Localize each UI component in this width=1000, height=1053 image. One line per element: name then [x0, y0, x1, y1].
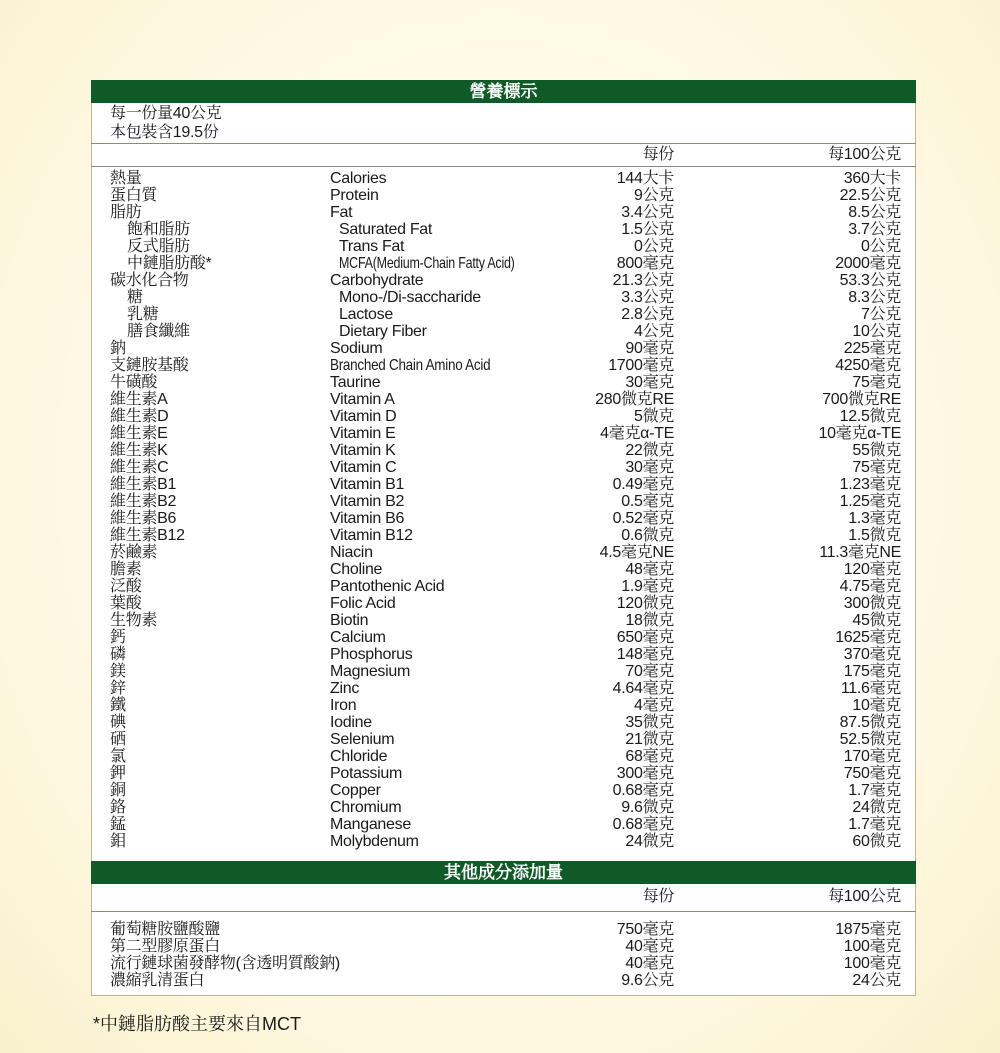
nutrient-name-en: Calories — [330, 170, 387, 187]
nutrient-name-zh: 鈉 — [110, 340, 126, 357]
nutrient-name-en: Taurine — [330, 374, 381, 391]
nutrient-value-per-100g: 52.5微克 — [839, 731, 901, 748]
nutrient-name-zh: 銅 — [110, 782, 126, 799]
nutrient-name-zh: 氯 — [110, 748, 126, 765]
nutrient-value-per-100g: 55微克 — [852, 442, 901, 459]
nutrient-name-zh: 乳糖 — [127, 306, 159, 323]
divider — [91, 166, 916, 167]
nutrient-value-per-serving: 22微克 — [625, 442, 674, 459]
nutrient-name-en: Mono-/Di-saccharide — [339, 289, 481, 306]
nutrient-value-per-serving: 4.5毫克NE — [599, 544, 674, 561]
nutrient-value-per-100g: 170毫克 — [843, 748, 901, 765]
nutrient-name-zh: 磷 — [110, 646, 126, 663]
nutrient-name-en: Lactose — [339, 306, 393, 323]
nutrient-value-per-100g: 45微克 — [852, 612, 901, 629]
other-title: 其他成分添加量 — [444, 863, 563, 882]
nutrient-name-zh: 膳食纖維 — [127, 323, 190, 340]
nutrient-name-zh: 維生素C — [110, 459, 169, 476]
other-value-per-100g: 1875毫克 — [835, 921, 901, 938]
nutrient-name-zh: 鈣 — [110, 629, 126, 646]
divider — [91, 143, 916, 144]
nutrient-name-en: Iron — [330, 697, 357, 714]
nutrient-name-zh: 鎂 — [110, 663, 126, 680]
nutrient-name-zh: 維生素E — [110, 425, 168, 442]
nutrient-name-zh: 維生素B1 — [110, 476, 177, 493]
nutrient-name-en: Vitamin K — [330, 442, 396, 459]
nutrient-name-en: Pantothenic Acid — [330, 578, 445, 595]
nutrient-value-per-serving: 280微克RE — [595, 391, 674, 408]
nutrient-value-per-100g: 1.3毫克 — [848, 510, 901, 527]
nutrient-name-zh: 維生素B12 — [110, 527, 185, 544]
nutrient-value-per-serving: 5微克 — [634, 408, 674, 425]
nutrient-value-per-serving: 48毫克 — [625, 561, 674, 578]
nutrient-value-per-100g: 8.3公克 — [848, 289, 901, 306]
nutrient-name-zh: 泛酸 — [110, 578, 142, 595]
nutrient-name-en: Vitamin B12 — [330, 527, 413, 544]
nutrient-name-en-text: MCFA(Medium-Chain Fatty Acid) — [339, 255, 515, 272]
nutrient-value-per-100g: 87.5微克 — [839, 714, 901, 731]
nutrient-name-en: Choline — [330, 561, 383, 578]
nutrient-name-en-text: Branched Chain Amino Acid — [330, 357, 491, 374]
nutrient-value-per-100g: 4250毫克 — [835, 357, 901, 374]
other-value-per-100g: 100毫克 — [843, 955, 901, 972]
nutrient-value-per-serving: 21微克 — [625, 731, 674, 748]
nutrient-value-per-serving: 0公克 — [634, 238, 674, 255]
nutrient-name-zh: 維生素B2 — [110, 493, 177, 510]
nutrient-name-zh: 熱量 — [110, 170, 142, 187]
other-ingredient-name: 葡萄糖胺鹽酸鹽 — [110, 921, 220, 938]
nutrient-name-zh: 菸鹼素 — [110, 544, 158, 561]
nutrient-value-per-100g: 53.3公克 — [839, 272, 901, 289]
nutrient-name-en: Vitamin A — [330, 391, 395, 408]
nutrient-value-per-100g: 3.7公克 — [848, 221, 901, 238]
nutrient-name-zh: 鉀 — [110, 765, 126, 782]
nutrition-panel — [91, 80, 916, 996]
nutrient-name-en: Magnesium — [330, 663, 411, 680]
nutrient-value-per-100g: 700微克RE — [822, 391, 901, 408]
nutrient-name-en: Carbohydrate — [330, 272, 424, 289]
nutrient-value-per-serving: 0.68毫克 — [612, 816, 674, 833]
nutrient-name-zh: 鉻 — [110, 799, 126, 816]
nutrient-value-per-100g: 0公克 — [861, 238, 901, 255]
nutrient-value-per-serving: 0.52毫克 — [612, 510, 674, 527]
col-header-per-serving: 每份 — [642, 146, 674, 163]
nutrient-value-per-serving: 1.5公克 — [621, 221, 674, 238]
nutrient-value-per-100g: 175毫克 — [843, 663, 901, 680]
nutrient-value-per-serving: 1.9毫克 — [621, 578, 674, 595]
nutrient-value-per-serving: 800毫克 — [616, 255, 674, 272]
nutrient-name-en: Copper — [330, 782, 381, 799]
nutrient-value-per-serving: 300毫克 — [616, 765, 674, 782]
nutrient-value-per-serving: 3.4公克 — [621, 204, 674, 221]
nutrient-name-en: Vitamin B1 — [330, 476, 405, 493]
other-value-per-100g: 100毫克 — [843, 938, 901, 955]
nutrient-name-zh: 鐵 — [110, 697, 126, 714]
nutrient-value-per-serving: 24微克 — [625, 833, 674, 850]
divider — [91, 911, 916, 912]
nutrient-value-per-100g: 370毫克 — [843, 646, 901, 663]
nutrient-name-en: Folic Acid — [330, 595, 396, 612]
nutrient-value-per-100g: 1.7毫克 — [848, 816, 901, 833]
nutrient-name-zh: 中鏈脂肪酸* — [127, 255, 212, 272]
other-col-header-per-100g: 每100公克 — [828, 888, 901, 905]
nutrient-value-per-serving: 650毫克 — [616, 629, 674, 646]
nutrient-name-en — [330, 357, 521, 374]
nutrient-name-zh: 維生素B6 — [110, 510, 177, 527]
nutrient-value-per-100g: 11.6毫克 — [840, 680, 901, 697]
nutrient-value-per-100g: 8.5公克 — [848, 204, 901, 221]
nutrient-value-per-serving: 30毫克 — [625, 459, 674, 476]
nutrient-name-zh: 糖 — [127, 289, 143, 306]
nutrient-name-zh: 碳水化合物 — [110, 272, 189, 289]
nutrient-value-per-100g: 10公克 — [852, 323, 901, 340]
nutrient-name-zh: 脂肪 — [110, 204, 142, 221]
nutrient-value-per-serving: 68毫克 — [625, 748, 674, 765]
nutrient-value-per-100g: 1625毫克 — [835, 629, 901, 646]
other-col-header-per-serving: 每份 — [642, 888, 674, 905]
nutrient-name-en: Iodine — [330, 714, 372, 731]
nutrient-name-zh: 生物素 — [110, 612, 158, 629]
nutrient-value-per-100g: 300微克 — [843, 595, 901, 612]
nutrient-value-per-100g: 12.5微克 — [839, 408, 901, 425]
serving-size: 每一份量40公克 — [110, 105, 222, 122]
other-value-per-serving: 40毫克 — [625, 955, 674, 972]
nutrient-value-per-serving: 18微克 — [625, 612, 674, 629]
nutrient-value-per-serving: 9.6微克 — [621, 799, 674, 816]
nutrient-value-per-serving: 35微克 — [625, 714, 674, 731]
nutrient-value-per-100g: 60微克 — [852, 833, 901, 850]
nutrient-name-zh: 維生素K — [110, 442, 168, 459]
nutrient-name-zh: 鋅 — [110, 680, 126, 697]
nutrient-value-per-100g: 120毫克 — [843, 561, 901, 578]
nutrient-value-per-100g: 1.7毫克 — [848, 782, 901, 799]
other-ingredient-name: 流行鏈球菌發酵物(含透明質酸鈉) — [110, 955, 340, 972]
nutrient-value-per-serving: 70毫克 — [625, 663, 674, 680]
nutrient-value-per-100g: 22.5公克 — [839, 187, 901, 204]
footnote: *中鏈脂肪酸主要來自MCT — [93, 1014, 301, 1034]
nutrient-value-per-serving: 30毫克 — [625, 374, 674, 391]
nutrient-name-en: Vitamin C — [330, 459, 397, 476]
nutrient-value-per-100g: 1.5微克 — [848, 527, 901, 544]
other-ingredient-name: 第二型膠原蛋白 — [110, 938, 220, 955]
nutrient-name-en: Calcium — [330, 629, 386, 646]
nutrient-value-per-100g: 225毫克 — [843, 340, 901, 357]
nutrient-name-zh: 維生素A — [110, 391, 168, 408]
nutrient-value-per-serving: 4公克 — [634, 323, 674, 340]
nutrient-value-per-100g: 75毫克 — [852, 459, 901, 476]
nutrient-value-per-serving: 3.3公克 — [621, 289, 674, 306]
nutrient-value-per-serving: 120微克 — [616, 595, 674, 612]
nutrient-value-per-100g: 4.75毫克 — [839, 578, 901, 595]
nutrient-name-en — [339, 255, 564, 272]
nutrient-value-per-serving: 1700毫克 — [608, 357, 674, 374]
nutrient-value-per-serving: 4.64毫克 — [612, 680, 674, 697]
nutrient-name-en: Protein — [330, 187, 379, 204]
nutrient-name-en: Fat — [330, 204, 353, 221]
col-header-per-100g: 每100公克 — [828, 146, 901, 163]
servings-per-package: 本包裝含19.5份 — [110, 124, 219, 141]
nutrient-name-zh: 牛磺酸 — [110, 374, 158, 391]
nutrient-value-per-serving: 90毫克 — [625, 340, 674, 357]
nutrient-name-en: Niacin — [330, 544, 373, 561]
nutrient-name-zh: 碘 — [110, 714, 126, 731]
other-value-per-serving: 750毫克 — [616, 921, 674, 938]
nutrient-name-en: Vitamin B2 — [330, 493, 405, 510]
nutrient-name-zh: 支鏈胺基酸 — [110, 357, 189, 374]
other-title-bar — [91, 861, 916, 884]
nutrient-value-per-serving: 4毫克α-TE — [600, 425, 674, 442]
nutrient-name-zh: 反式脂肪 — [127, 238, 190, 255]
nutrient-name-zh: 錳 — [110, 816, 126, 833]
other-value-per-serving: 40毫克 — [625, 938, 674, 955]
nutrient-name-en: Sodium — [330, 340, 383, 357]
nutrient-value-per-serving: 0.5毫克 — [621, 493, 674, 510]
nutrient-value-per-100g: 360大卡 — [843, 170, 901, 187]
nutrient-name-zh: 蛋白質 — [110, 187, 158, 204]
nutrition-title: 營養標示 — [469, 82, 538, 101]
nutrient-value-per-serving: 9公克 — [634, 187, 674, 204]
nutrient-name-en: Vitamin E — [330, 425, 396, 442]
nutrient-value-per-100g: 24微克 — [852, 799, 901, 816]
nutrient-name-en: Manganese — [330, 816, 411, 833]
nutrient-value-per-serving: 4毫克 — [634, 697, 674, 714]
nutrient-value-per-100g: 10毫克 — [852, 697, 901, 714]
nutrient-name-zh: 葉酸 — [110, 595, 142, 612]
nutrient-name-zh: 維生素D — [110, 408, 169, 425]
nutrient-name-en: Chromium — [330, 799, 402, 816]
other-value-per-serving: 9.6公克 — [621, 972, 674, 989]
nutrient-value-per-100g: 2000毫克 — [835, 255, 901, 272]
nutrient-name-zh: 飽和脂肪 — [127, 221, 190, 238]
nutrient-value-per-serving: 21.3公克 — [612, 272, 674, 289]
nutrient-name-en: Molybdenum — [330, 833, 419, 850]
nutrient-name-en: Phosphorus — [330, 646, 413, 663]
nutrient-value-per-serving: 0.68毫克 — [612, 782, 674, 799]
nutrient-name-en: Dietary Fiber — [339, 323, 427, 340]
nutrient-value-per-100g: 75毫克 — [852, 374, 901, 391]
nutrient-name-en: Trans Fat — [339, 238, 405, 255]
nutrient-value-per-100g: 7公克 — [861, 306, 901, 323]
nutrient-name-zh: 膽素 — [110, 561, 142, 578]
nutrient-value-per-serving: 0.49毫克 — [612, 476, 674, 493]
nutrient-value-per-serving: 2.8公克 — [621, 306, 674, 323]
nutrient-value-per-serving: 0.6微克 — [621, 527, 674, 544]
other-ingredient-name: 濃縮乳清蛋白 — [110, 972, 205, 989]
other-value-per-100g: 24公克 — [852, 972, 901, 989]
nutrient-name-en: Selenium — [330, 731, 395, 748]
nutrient-name-en: Vitamin B6 — [330, 510, 405, 527]
nutrient-name-zh: 硒 — [110, 731, 126, 748]
nutrient-value-per-serving: 144大卡 — [616, 170, 674, 187]
nutrient-value-per-100g: 1.25毫克 — [839, 493, 901, 510]
nutrient-name-en: Biotin — [330, 612, 369, 629]
nutrient-value-per-100g: 10毫克α-TE — [818, 425, 901, 442]
nutrient-name-en: Potassium — [330, 765, 402, 782]
nutrient-value-per-100g: 1.23毫克 — [839, 476, 901, 493]
nutrient-value-per-serving: 148毫克 — [616, 646, 674, 663]
nutrient-value-per-100g: 750毫克 — [843, 765, 901, 782]
nutrient-name-en: Zinc — [330, 680, 360, 697]
nutrient-name-zh: 鉬 — [110, 833, 126, 850]
nutrient-value-per-100g: 11.3毫克NE — [819, 544, 901, 561]
nutrient-name-en: Chloride — [330, 748, 388, 765]
nutrient-name-en: Saturated Fat — [339, 221, 433, 238]
nutrient-name-en: Vitamin D — [330, 408, 397, 425]
nutrition-title-bar — [91, 80, 916, 103]
